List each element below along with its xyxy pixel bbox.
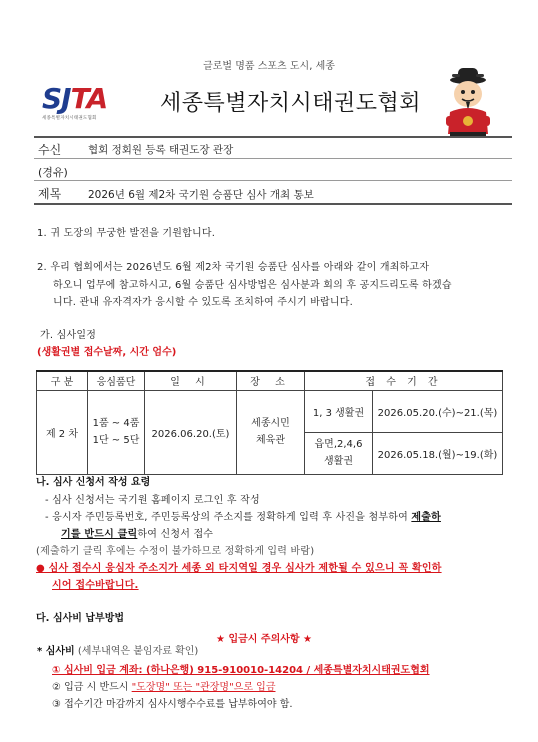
recipient-value: 협회 정회원 등록 태권도장 관장 [88, 144, 234, 156]
fee-item-1-account: ① 심사비 입금 계좌: (하나은행) 915-910010-14204 / 세종특별자치시태권도협회 [52, 665, 430, 676]
fee-item-3: ③ 접수기간 마감까지 심사시행수수료를 납부하여야 함. [52, 699, 293, 710]
fee-item-2-highlight: "도장명" 또는 "관장명"으로 입금 [131, 682, 276, 693]
header-date: 일 시 [145, 371, 237, 390]
header-rule-top [34, 136, 512, 138]
logo-text [42, 82, 107, 115]
organization-name: 세종특별자치시태권도협회 [160, 91, 422, 116]
section-b-item-3-text: 하여 신청서 접수 [137, 529, 214, 540]
table-row [37, 390, 503, 432]
header-place: 장 소 [237, 371, 305, 390]
logo-text-sj: SJ [42, 82, 71, 115]
header-period: 접 수 기 간 [305, 371, 503, 390]
fee-label: * 심사비 [37, 646, 75, 657]
header-rule-bottom [34, 203, 512, 205]
cell-grade-line-2: 1단 ~ 5단 [92, 435, 140, 446]
paragraph-2-line-3: 니다. 관내 유자격자가 응시할 수 있도록 조치하여 주시기 바랍니다. [53, 297, 354, 308]
section-c-title: 다. 심사비 납부방법 [36, 613, 125, 624]
fee-item-2 [52, 678, 276, 693]
section-b-item-2-text: - 응시자 주민등록번호, 주민등록상의 주소지를 정확하게 입력 후 사진을 첨부하여 [45, 512, 412, 523]
cell-place [237, 390, 305, 474]
cell-zone-2 [305, 432, 373, 474]
section-b-title: 나. 심사 신청서 작성 요령 [36, 477, 151, 488]
sjta-logo [42, 80, 124, 132]
paragraph-2-line-1: 2. 우리 협회에서는 2026년도 6월 제2차 국기원 승품단 심사를 아래와 같이 개최하고자 [37, 262, 430, 273]
logo-subtext: 세종특별자치시태권도협회 [42, 116, 97, 121]
cell-date: 2026.06.20.(토) [145, 390, 237, 474]
slogan: 글로벌 명품 스포츠 도시, 세종 [203, 61, 335, 72]
schedule-heading: 가. 심사일정 [40, 330, 97, 341]
section-b-item-3-highlight: 기를 반드시 클릭 [61, 529, 138, 540]
recipient-label: 수신 [38, 143, 62, 157]
fee-title [37, 642, 198, 657]
header-grade: 응심품단 [88, 371, 145, 390]
section-b-item-3 [61, 525, 213, 540]
schedule-table [36, 370, 503, 475]
cell-zone-2-line-1: 읍면,2,4,6 [314, 439, 363, 450]
section-b-item-2-highlight: 제출하 [411, 512, 441, 523]
header-division: 구 분 [37, 371, 88, 390]
section-b-item-1: - 심사 신청서는 국기원 홈페이지 로그인 후 작성 [45, 495, 260, 506]
section-b-note: (제출하기 클릭 후에는 수정이 불가하므로 정확하게 입력 바람) [36, 546, 315, 557]
section-b-item-2 [45, 508, 441, 523]
cell-grade [88, 390, 145, 474]
fee-item-2-prefix: ② 입금 시 반드시 [52, 682, 132, 693]
cell-division: 제 2 차 [37, 390, 88, 474]
header-rule [34, 158, 512, 159]
cell-zone-1-period: 2026.05.20.(수)~21.(목) [373, 390, 503, 432]
cell-zone-2-line-2: 생활권 [324, 456, 353, 467]
mascot-king-icon [440, 66, 496, 138]
header-rule [34, 180, 512, 181]
cell-place-line-2: 체육관 [256, 435, 285, 446]
subject-value: 2026년 6월 제2차 국기원 승품단 심사 개최 통보 [88, 189, 314, 201]
section-b-warning-line-1: ● 심사 접수시 응심자 주소지가 세종 외 타지역일 경우 심사가 제한될 수 있으니 꼭 확인하 [36, 563, 442, 574]
via-label: (경유) [38, 166, 68, 179]
cell-zone-2-period: 2026.05.18.(월)~19.(화) [373, 432, 503, 474]
table-header-row [37, 371, 503, 390]
cell-grade-line-1: 1품 ~ 4품 [92, 418, 140, 429]
payment-notice: ★ 입금시 주의사항 ★ [216, 634, 312, 645]
paragraph-1: 1. 귀 도장의 무궁한 발전을 기원합니다. [37, 228, 216, 239]
logo-text-ta: TA [70, 82, 108, 115]
section-b-warning-line-2: 시어 접수바랍니다. [52, 580, 139, 591]
fee-detail: (세부내역은 붙임자료 확인) [74, 646, 199, 657]
schedule-note: (생활권별 접수날짜, 시간 엄수) [37, 347, 177, 358]
cell-zone-1: 1, 3 생활권 [305, 390, 373, 432]
paragraph-2-line-2: 하오니 업무에 참고하시고, 6월 승품단 심사방법은 심사분과 회의 후 공지드리도록 하겠습 [53, 280, 452, 291]
cell-place-line-1: 세종시민 [251, 418, 290, 429]
subject-label: 제목 [38, 187, 62, 201]
